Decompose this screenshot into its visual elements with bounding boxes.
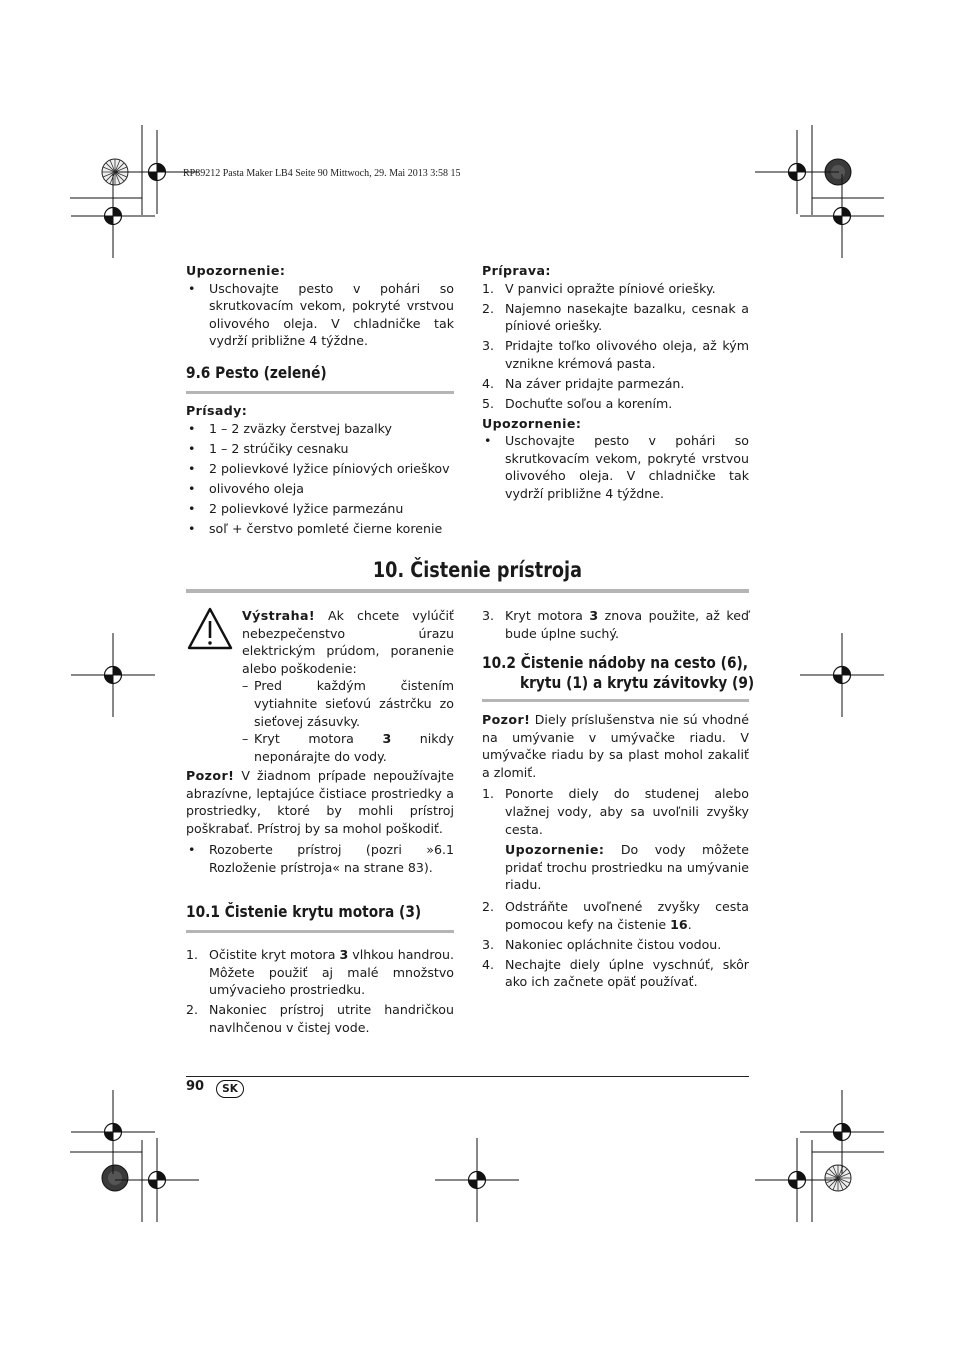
section-title-line2: krytu (1) a krytu závitovky (9) bbox=[520, 673, 755, 692]
language-code: SK bbox=[222, 1083, 238, 1095]
language-badge bbox=[216, 1080, 244, 1098]
step-text: Nakoniec prístroj utrite handričkou navlhčenou v čistej vode. bbox=[209, 1002, 454, 1035]
caution-text: Diely príslušenstva nie sú vhodné na umývanie v umývačke riadu. V umývačke riadu by sa plast mohol zakaliť a zlomiť. bbox=[482, 712, 749, 780]
ingredients-list bbox=[186, 420, 454, 538]
list-item: • Rozoberte prístroj (pozri »6.1 Rozloženie prístroja« na strane 83). bbox=[186, 841, 454, 876]
disassemble-list bbox=[186, 841, 454, 876]
chapter-title bbox=[0, 558, 954, 582]
warning-block bbox=[242, 607, 454, 765]
section-10-1-heading bbox=[186, 901, 454, 933]
steps-list bbox=[482, 898, 749, 991]
list-item bbox=[482, 956, 749, 991]
page-number: 90 bbox=[186, 1079, 205, 1094]
list-item bbox=[482, 395, 749, 413]
footer-rule bbox=[186, 1076, 749, 1077]
list-item: • olivového oleja bbox=[186, 480, 454, 498]
warning-item-text: Pred každým čistením vytiahnite sieťovú zástrčku zo sieťovej zásuvky. bbox=[254, 678, 454, 729]
ref-number: 3 bbox=[339, 947, 349, 962]
list-item: • Uschovajte pesto v pohári so skrutkovacím vekom, pokryté vrstvou olivového oleja. V chladničke tak vydrží približne 4 týždne. bbox=[482, 432, 749, 502]
step-text: Očistite kryt motora bbox=[209, 947, 340, 962]
note-label: Upozornenie: bbox=[186, 263, 286, 278]
step-number: 3. bbox=[482, 608, 495, 623]
prep-label: Príprava: bbox=[482, 263, 551, 278]
ref-number: 16 bbox=[670, 916, 688, 932]
step-text: vlhkou handrou. Môžete použiť aj malé množstvo umývacieho prostriedku. bbox=[209, 947, 454, 998]
step-text: Nechajte diely úplne vyschnúť, skôr ako ich začnete opäť používať. bbox=[505, 956, 749, 990]
caution-paragraph bbox=[482, 711, 749, 781]
section-10-2-body bbox=[482, 711, 749, 993]
step-text: . bbox=[687, 916, 692, 932]
ref-number: 3 bbox=[589, 608, 599, 623]
left-top-column bbox=[186, 262, 454, 352]
step-number: 1. bbox=[482, 280, 495, 296]
note-text: Do vody môžete pridať trochu prostriedku na umývanie riadu. bbox=[505, 842, 749, 893]
list-item bbox=[186, 1001, 454, 1036]
right-bottom-step3 bbox=[482, 607, 749, 645]
dash-marker: – bbox=[242, 731, 249, 747]
list-item bbox=[482, 337, 749, 372]
note-paragraph bbox=[482, 841, 749, 894]
warning-item-text: Kryt motora bbox=[254, 731, 383, 747]
step-number: 4. bbox=[482, 375, 495, 391]
list-item bbox=[186, 946, 454, 999]
list-item bbox=[482, 607, 749, 642]
section-title: 10.1 Čistenie krytu motora (3) bbox=[186, 902, 422, 921]
chapter-title-text: 10. Čistenie prístroja bbox=[372, 558, 582, 582]
section-9-6-heading bbox=[186, 362, 454, 394]
step-number: 1. bbox=[482, 786, 495, 802]
note-label: Upozornenie: bbox=[482, 415, 582, 431]
step-text: Odstráňte uvoľnené zvyšky cesta pomocou kefy na čistenie bbox=[505, 898, 749, 932]
chapter-rule bbox=[186, 589, 749, 593]
step-number: 3. bbox=[482, 936, 495, 952]
step-text: Dochuťte soľou a korením. bbox=[505, 395, 673, 411]
list-item: • 1 – 2 zväzky čerstvej bazalky bbox=[186, 420, 454, 438]
print-slug: RP89212 Pasta Maker LB4 Seite 90 Mittwoch, 29. Mai 2013 3:58 15 bbox=[183, 168, 461, 179]
warning-text: Ak chcete vylúčiť nebezpečenstvo úrazu elektrickým prúdom, poranenie alebo poškodenie: bbox=[242, 608, 454, 676]
step-number: 3. bbox=[482, 338, 495, 354]
steps-list bbox=[482, 785, 749, 838]
list-item bbox=[482, 280, 749, 298]
list-item: • Uschovajte pesto v pohári so skrutkovacím vekom, pokryté vrstvou olivového oleja. V chladničke tak vydrží približne 4 týždne. bbox=[186, 280, 454, 350]
step-text: Kryt motora bbox=[505, 608, 590, 623]
caution-label: Pozor! bbox=[482, 712, 531, 727]
caution-text: V žiadnom prípade nepoužívajte abrazívne, leptajúce čistiace prostriedky a prostriedky, ktoré by mohli prístroj poškrabať. Prístroj by sa mohol poškodiť. bbox=[186, 768, 454, 836]
section-10-1-steps bbox=[186, 946, 454, 1039]
step-text: V panvici opražte píniové oriešky. bbox=[505, 280, 716, 296]
list-item bbox=[482, 300, 749, 335]
step-number: 2. bbox=[482, 300, 495, 316]
steps-list bbox=[186, 946, 454, 1036]
section-10-2-heading bbox=[482, 653, 755, 702]
caution-block bbox=[186, 767, 454, 879]
list-item bbox=[482, 936, 749, 954]
step-text: znova použite, až keď bude úplne suchý. bbox=[505, 608, 749, 641]
step-text: Na záver pridajte parmezán. bbox=[505, 375, 685, 391]
step-number: 5. bbox=[482, 395, 495, 411]
dash-marker: – bbox=[242, 678, 249, 694]
list-item bbox=[482, 375, 749, 393]
right-top-column bbox=[482, 262, 749, 505]
warning-item bbox=[242, 730, 454, 765]
step-number: 1. bbox=[186, 947, 199, 962]
list-item bbox=[482, 785, 749, 838]
step-number: 4. bbox=[482, 956, 495, 972]
prep-steps bbox=[482, 280, 749, 413]
caution-label: Pozor! bbox=[186, 768, 235, 783]
step-number: 2. bbox=[482, 898, 495, 914]
note-list bbox=[186, 280, 454, 350]
warning-paragraph bbox=[242, 607, 454, 677]
ingredients-label: Prísady: bbox=[186, 403, 248, 418]
caution-paragraph bbox=[186, 767, 454, 837]
list-item: • 2 polievkové lyžice píniových orieškov bbox=[186, 460, 454, 478]
list-item: • 1 – 2 strúčiky cesnaku bbox=[186, 440, 454, 458]
list-item bbox=[482, 898, 749, 933]
step-text: Pridajte toľko olivového oleja, až kým vznikne krémová pasta. bbox=[505, 338, 749, 371]
step-text: Ponorte diely do studenej alebo vlažnej vody, aby sa uvoľnili zvyšky cesta. bbox=[505, 786, 749, 837]
step-number: 2. bbox=[186, 1002, 199, 1018]
note-list bbox=[482, 432, 749, 502]
steps-list bbox=[482, 607, 749, 642]
ref-number: 3 bbox=[382, 731, 392, 747]
warning-triangle-icon bbox=[186, 606, 234, 651]
step-text: Nakoniec opláchnite čistou vodou. bbox=[505, 936, 722, 952]
section-title: 9.6 Pesto (zelené) bbox=[186, 363, 327, 382]
list-item: • soľ + čerstvo pomleté čierne korenie bbox=[186, 520, 454, 538]
warning-label: Výstraha! bbox=[242, 608, 315, 623]
warning-item bbox=[242, 677, 454, 730]
note-label: Upozornenie: bbox=[505, 842, 605, 858]
section-title-line1: 10.2 Čistenie nádoby na cesto (6), bbox=[482, 653, 749, 672]
step-text: Najemno nasekajte bazalku, cesnak a píniové oriešky. bbox=[505, 300, 749, 334]
ingredients-block bbox=[186, 402, 454, 540]
warning-item-text: nikdy neponárajte do vody. bbox=[254, 731, 454, 764]
list-item: • 2 polievkové lyžice parmezánu bbox=[186, 500, 454, 518]
